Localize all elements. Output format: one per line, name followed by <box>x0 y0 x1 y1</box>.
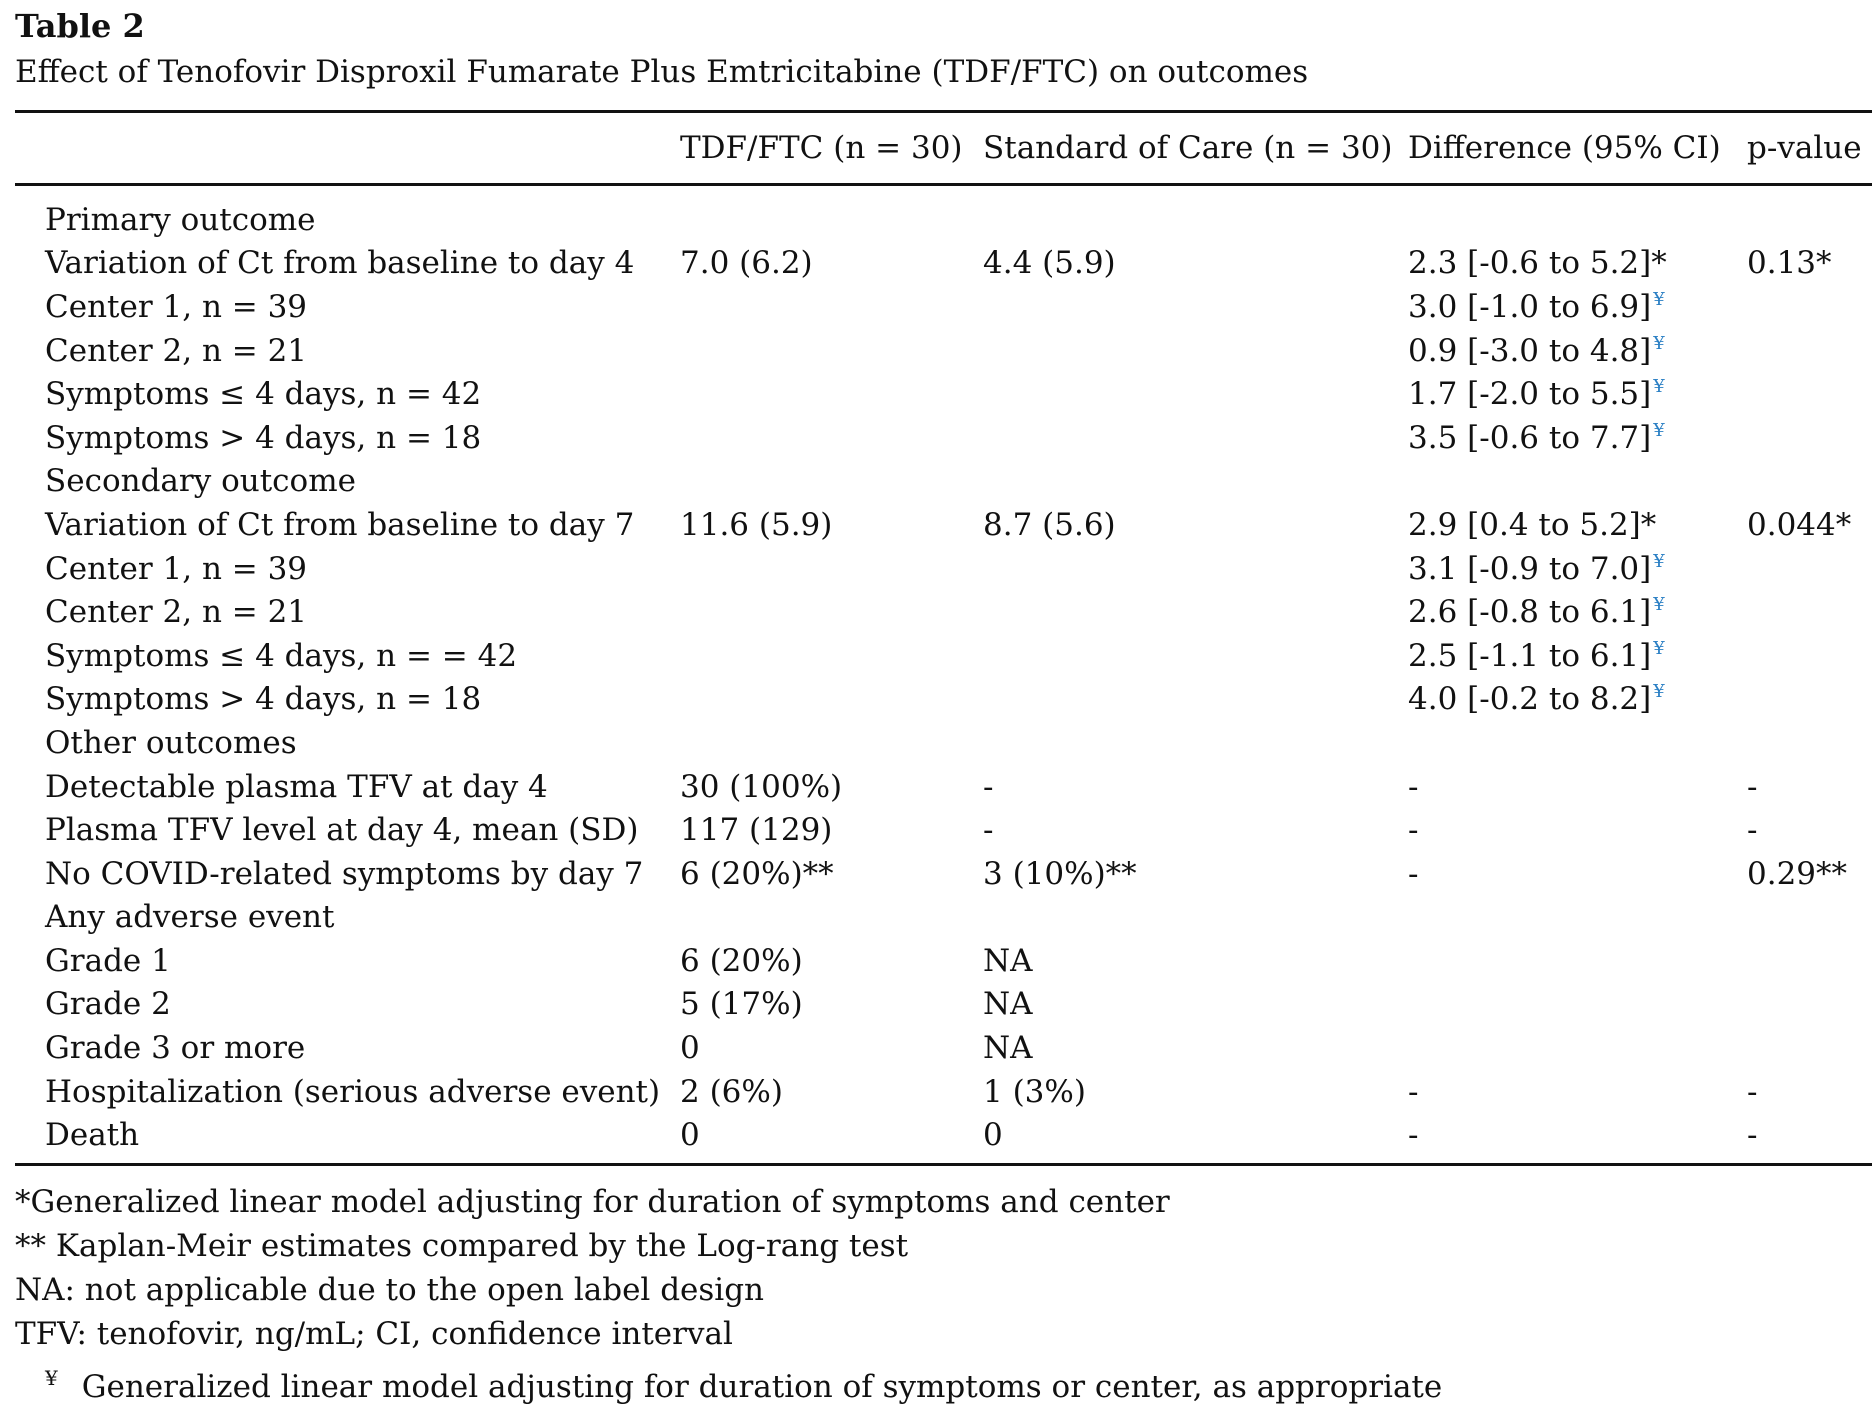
cell-standard-of-care-text: 0 <box>983 1117 1003 1154</box>
table-row <box>15 460 1872 504</box>
cell-tdf-ftc <box>680 1113 983 1164</box>
cell-p-value-text: 0.29** <box>1747 855 1848 892</box>
row-label <box>15 242 680 286</box>
cell-tdf-ftc <box>680 634 983 678</box>
table-row <box>15 983 1872 1027</box>
row-label-text: Center 2, n = 21 <box>45 332 308 369</box>
row-label-text: Hospitalization (serious adverse event) <box>45 1073 661 1110</box>
table-row <box>15 939 1872 983</box>
cell-standard-of-care <box>983 185 1408 242</box>
table-row <box>15 808 1872 852</box>
cell-tdf-ftc-text: 6 (20%)** <box>680 855 834 892</box>
row-label-text: Detectable plasma TFV at day 4 <box>45 768 548 805</box>
cell-difference <box>1408 590 1747 634</box>
cell-difference <box>1408 983 1747 1027</box>
yen-footnote-marker: ¥ <box>1653 550 1665 572</box>
cell-difference <box>1408 185 1747 242</box>
cell-tdf-ftc <box>680 242 983 286</box>
cell-difference <box>1408 808 1747 852</box>
row-label <box>15 503 680 547</box>
table-row <box>15 721 1872 765</box>
cell-standard-of-care-text: - <box>983 768 994 805</box>
row-label-text: No COVID-related symptoms by day 7 <box>45 855 644 892</box>
cell-difference-text: 4.0 [-0.2 to 8.2] <box>1408 681 1652 718</box>
cell-tdf-ftc <box>680 1070 983 1114</box>
cell-difference <box>1408 460 1747 504</box>
row-label-text: Center 2, n = 21 <box>45 594 308 631</box>
row-label <box>15 329 680 373</box>
cell-tdf-ftc-text: 11.6 (5.9) <box>680 506 833 543</box>
table-row <box>15 503 1872 547</box>
cell-standard-of-care <box>983 678 1408 722</box>
cell-difference <box>1408 285 1747 329</box>
row-label-text: Center 1, n = 39 <box>45 288 308 325</box>
table-footnotes <box>15 1180 1872 1406</box>
table-row <box>15 329 1872 373</box>
cell-p-value <box>1747 852 1872 896</box>
cell-difference-text: 2.3 [-0.6 to 5.2]* <box>1408 245 1667 282</box>
cell-standard-of-care <box>983 1026 1408 1070</box>
cell-tdf-ftc <box>680 285 983 329</box>
row-label-text: Plasma TFV level at day 4, mean (SD) <box>45 812 639 849</box>
cell-p-value <box>1747 285 1872 329</box>
cell-standard-of-care <box>983 765 1408 809</box>
row-label-text: Secondary outcome <box>45 463 356 500</box>
cell-p-value <box>1747 329 1872 373</box>
cell-tdf-ftc <box>680 547 983 591</box>
cell-difference-text: - <box>1408 1073 1419 1110</box>
row-label <box>15 1113 680 1164</box>
cell-p-value <box>1747 808 1872 852</box>
cell-tdf-ftc-text: 7.0 (6.2) <box>680 245 813 282</box>
row-label-text: Symptoms ≤ 4 days, n = 42 <box>45 376 482 413</box>
cell-p-value <box>1747 634 1872 678</box>
cell-p-value-text: - <box>1747 1117 1758 1154</box>
table-row <box>15 1113 1872 1164</box>
yen-footnote-marker: ¥ <box>1653 332 1665 354</box>
cell-tdf-ftc <box>680 416 983 460</box>
cell-difference <box>1408 678 1747 722</box>
cell-tdf-ftc-text: 117 (129) <box>680 812 833 849</box>
row-label <box>15 547 680 591</box>
cell-difference <box>1408 939 1747 983</box>
cell-p-value <box>1747 547 1872 591</box>
table-row <box>15 590 1872 634</box>
cell-standard-of-care-text: 4.4 (5.9) <box>983 245 1116 282</box>
cell-tdf-ftc-text: 6 (20%) <box>680 942 803 979</box>
outcomes-table <box>15 110 1872 1166</box>
footnote: *Generalized linear model adjusting for duration of symptoms and center <box>15 1184 1170 1221</box>
row-label-text: Primary outcome <box>45 201 316 238</box>
cell-p-value <box>1747 1113 1872 1164</box>
row-label-text: Variation of Ct from baseline to day 7 <box>45 506 635 543</box>
cell-p-value-text: 0.13* <box>1747 245 1832 282</box>
cell-p-value <box>1747 590 1872 634</box>
cell-difference-text: 2.5 [-1.1 to 6.1] <box>1408 637 1652 674</box>
row-label-text: Death <box>45 1117 140 1154</box>
cell-standard-of-care <box>983 939 1408 983</box>
cell-tdf-ftc <box>680 939 983 983</box>
cell-tdf-ftc <box>680 765 983 809</box>
cell-difference <box>1408 372 1747 416</box>
yen-footnote-marker: ¥ <box>1653 637 1665 659</box>
cell-difference-text: - <box>1408 768 1419 805</box>
cell-difference-text: - <box>1408 855 1419 892</box>
cell-difference <box>1408 1026 1747 1070</box>
cell-difference <box>1408 1113 1747 1164</box>
table-label: Table 2 <box>15 7 145 45</box>
cell-tdf-ftc-text: 2 (6%) <box>680 1073 783 1110</box>
cell-standard-of-care <box>983 329 1408 373</box>
cell-p-value <box>1747 416 1872 460</box>
column-header-p-value: p-value <box>1747 112 1872 185</box>
cell-difference <box>1408 242 1747 286</box>
row-label <box>15 1070 680 1114</box>
cell-difference-text: 0.9 [-3.0 to 4.8] <box>1408 332 1652 369</box>
row-label <box>15 678 680 722</box>
cell-difference <box>1408 721 1747 765</box>
column-header-label <box>15 112 680 185</box>
table-row <box>15 678 1872 722</box>
row-label-text: Symptoms ≤ 4 days, n = = 42 <box>45 637 518 674</box>
row-label-text: Grade 3 or more <box>45 1030 306 1067</box>
footnote-yen <box>15 1356 1872 1406</box>
cell-difference <box>1408 416 1747 460</box>
row-label <box>15 590 680 634</box>
cell-p-value-text: - <box>1747 768 1758 805</box>
table-row <box>15 852 1872 896</box>
cell-difference-text: 3.5 [-0.6 to 7.7] <box>1408 419 1652 456</box>
table-row <box>15 547 1872 591</box>
row-label-text: Other outcomes <box>45 724 297 761</box>
cell-standard-of-care <box>983 983 1408 1027</box>
row-label <box>15 765 680 809</box>
column-header-difference: Difference (95% CI) <box>1408 112 1747 185</box>
cell-standard-of-care <box>983 503 1408 547</box>
row-label <box>15 1026 680 1070</box>
cell-tdf-ftc <box>680 460 983 504</box>
cell-difference-text: 1.7 [-2.0 to 5.5] <box>1408 376 1652 413</box>
yen-footnote-marker: ¥ <box>1653 376 1665 398</box>
cell-tdf-ftc <box>680 185 983 242</box>
cell-p-value-text: - <box>1747 1073 1758 1110</box>
row-label <box>15 852 680 896</box>
row-label <box>15 372 680 416</box>
cell-p-value <box>1747 1026 1872 1070</box>
cell-difference <box>1408 1070 1747 1114</box>
cell-standard-of-care-text: - <box>983 812 994 849</box>
cell-p-value <box>1747 185 1872 242</box>
cell-p-value <box>1747 503 1872 547</box>
row-label-text: Any adverse event <box>45 899 335 936</box>
row-label <box>15 285 680 329</box>
cell-difference <box>1408 896 1747 940</box>
yen-footnote-marker: ¥ <box>1653 681 1665 703</box>
cell-tdf-ftc <box>680 678 983 722</box>
cell-standard-of-care <box>983 808 1408 852</box>
cell-difference <box>1408 765 1747 809</box>
yen-symbol: ¥ <box>45 1366 58 1391</box>
cell-standard-of-care <box>983 372 1408 416</box>
table-row <box>15 242 1872 286</box>
cell-standard-of-care-text: 8.7 (5.6) <box>983 506 1116 543</box>
cell-p-value-text: - <box>1747 812 1758 849</box>
cell-tdf-ftc <box>680 852 983 896</box>
cell-standard-of-care <box>983 547 1408 591</box>
table-row <box>15 416 1872 460</box>
yen-footnote-marker: ¥ <box>1653 288 1665 310</box>
document-page <box>15 6 1872 1406</box>
cell-difference <box>1408 503 1747 547</box>
cell-p-value <box>1747 678 1872 722</box>
column-header-standard-of-care: Standard of Care (n = 30) <box>983 112 1408 185</box>
cell-p-value-text: 0.044* <box>1747 506 1852 543</box>
row-label <box>15 939 680 983</box>
cell-difference <box>1408 852 1747 896</box>
row-label-text: Variation of Ct from baseline to day 4 <box>45 245 635 282</box>
table-body <box>15 185 1872 1165</box>
row-label <box>15 896 680 940</box>
cell-difference <box>1408 329 1747 373</box>
cell-difference-text: 3.0 [-1.0 to 6.9] <box>1408 288 1652 325</box>
row-label-text: Symptoms > 4 days, n = 18 <box>45 681 482 718</box>
cell-tdf-ftc <box>680 329 983 373</box>
cell-standard-of-care <box>983 721 1408 765</box>
table-row <box>15 1026 1872 1070</box>
row-label <box>15 416 680 460</box>
cell-p-value <box>1747 460 1872 504</box>
cell-standard-of-care <box>983 242 1408 286</box>
column-header-tdf-ftc: TDF/FTC (n = 30) <box>680 112 983 185</box>
cell-standard-of-care-text: NA <box>983 942 1033 979</box>
footnote: NA: not applicable due to the open label design <box>15 1272 765 1309</box>
cell-tdf-ftc <box>680 808 983 852</box>
row-label <box>15 460 680 504</box>
cell-tdf-ftc <box>680 372 983 416</box>
cell-standard-of-care <box>983 1070 1408 1114</box>
cell-difference <box>1408 547 1747 591</box>
yen-footnote-marker: ¥ <box>1653 594 1665 616</box>
table-row <box>15 372 1872 416</box>
cell-tdf-ftc <box>680 590 983 634</box>
cell-standard-of-care <box>983 896 1408 940</box>
cell-difference-text: - <box>1408 812 1419 849</box>
cell-standard-of-care <box>983 285 1408 329</box>
table-row <box>15 634 1872 678</box>
cell-p-value <box>1747 242 1872 286</box>
cell-p-value <box>1747 765 1872 809</box>
cell-p-value <box>1747 721 1872 765</box>
cell-standard-of-care-text: NA <box>983 986 1033 1023</box>
cell-p-value <box>1747 896 1872 940</box>
row-label-text: Grade 2 <box>45 986 171 1023</box>
cell-tdf-ftc <box>680 983 983 1027</box>
table-row <box>15 1070 1872 1114</box>
cell-standard-of-care-text: NA <box>983 1030 1033 1067</box>
table-row <box>15 285 1872 329</box>
table-row <box>15 765 1872 809</box>
cell-tdf-ftc-text: 0 <box>680 1117 700 1154</box>
row-label <box>15 721 680 765</box>
table-row <box>15 896 1872 940</box>
cell-p-value <box>1747 939 1872 983</box>
yen-footnote-marker: ¥ <box>1653 419 1665 441</box>
cell-tdf-ftc <box>680 896 983 940</box>
cell-difference-text: - <box>1408 1117 1419 1154</box>
cell-p-value <box>1747 1070 1872 1114</box>
cell-tdf-ftc-text: 0 <box>680 1030 700 1067</box>
cell-difference-text: 2.9 [0.4 to 5.2]* <box>1408 506 1657 543</box>
cell-standard-of-care <box>983 1113 1408 1164</box>
footnote-yen-text: Generalized linear model adjusting for duration of symptoms or center, as appropriate <box>81 1369 1443 1406</box>
table-caption: Effect of Tenofovir Disproxil Fumarate Plus Emtricitabine (TDF/FTC) on outcomes <box>15 54 1309 90</box>
row-label <box>15 634 680 678</box>
cell-tdf-ftc <box>680 1026 983 1070</box>
row-label-text: Center 1, n = 39 <box>45 550 308 587</box>
row-label-text: Symptoms > 4 days, n = 18 <box>45 419 482 456</box>
cell-difference-text: 3.1 [-0.9 to 7.0] <box>1408 550 1652 587</box>
cell-standard-of-care <box>983 460 1408 504</box>
cell-tdf-ftc-text: 5 (17%) <box>680 986 803 1023</box>
row-label <box>15 185 680 242</box>
cell-standard-of-care <box>983 852 1408 896</box>
row-label <box>15 983 680 1027</box>
footnote: TFV: tenofovir, ng/mL; CI, confidence interval <box>15 1316 733 1353</box>
cell-tdf-ftc <box>680 721 983 765</box>
table-row <box>15 185 1872 242</box>
cell-standard-of-care <box>983 590 1408 634</box>
cell-difference <box>1408 634 1747 678</box>
cell-tdf-ftc <box>680 503 983 547</box>
table-header-row <box>15 112 1872 185</box>
cell-p-value <box>1747 983 1872 1027</box>
footnote: ** Kaplan-Meir estimates compared by the Log-rang test <box>15 1228 909 1265</box>
cell-p-value <box>1747 372 1872 416</box>
cell-standard-of-care-text: 3 (10%)** <box>983 855 1137 892</box>
cell-difference-text: 2.6 [-0.8 to 6.1] <box>1408 594 1652 631</box>
row-label <box>15 808 680 852</box>
row-label-text: Grade 1 <box>45 942 171 979</box>
cell-standard-of-care-text: 1 (3%) <box>983 1073 1086 1110</box>
cell-standard-of-care <box>983 634 1408 678</box>
cell-standard-of-care <box>983 416 1408 460</box>
cell-tdf-ftc-text: 30 (100%) <box>680 768 843 805</box>
